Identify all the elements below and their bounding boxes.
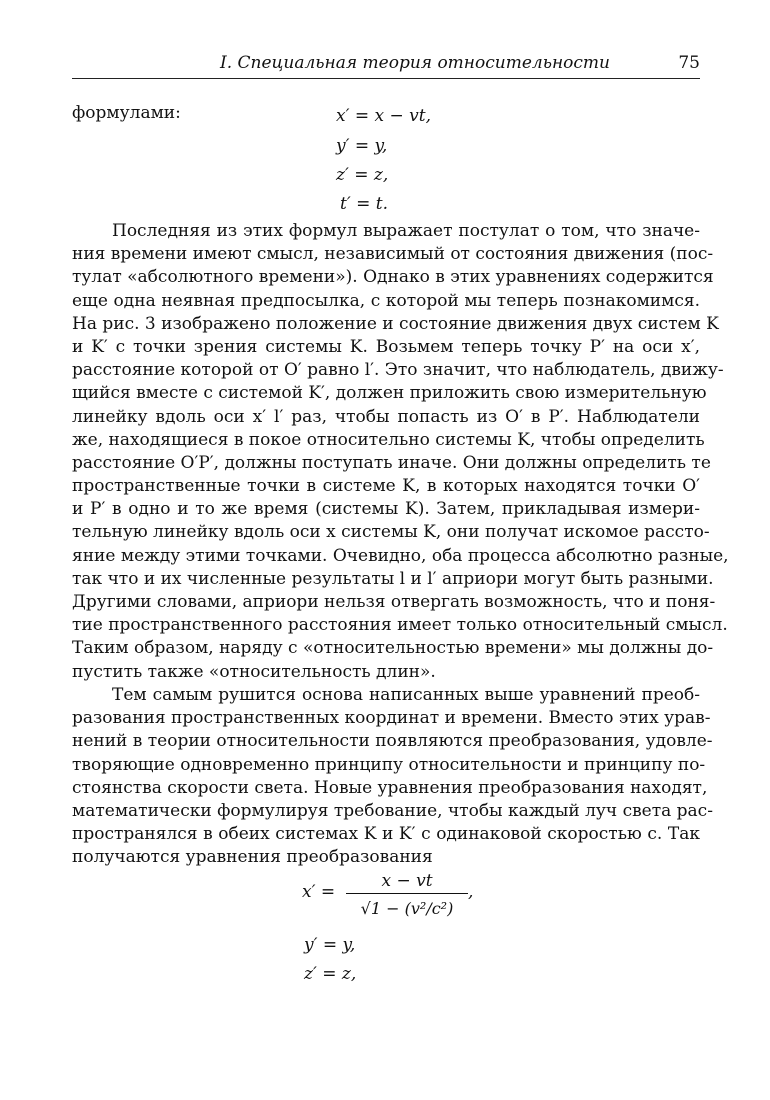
paragraph-line: тельную линейку вдоль оси x системы K, они получат искомое рассто-	[72, 522, 710, 543]
lorentz-x-equation	[302, 870, 482, 930]
paragraph-line: расстояние которой от O′ равно l′. Это значит, что наблюдатель, движу-	[72, 360, 724, 381]
equation-comma: ,	[468, 882, 474, 902]
equation-z-lorentz: z′ = z,	[304, 964, 357, 984]
paragraph-line: расстояние O′P′, должны поступать иначе. Они должны определить те	[72, 452, 711, 473]
paragraph-line: и P′ в одно и то же время (системы K). Затем, прикладывая измери-	[72, 499, 700, 520]
paragraph-line: Таким образом, наряду с «относительностью времени» мы должны до-	[72, 638, 714, 659]
paragraph-line: Другими словами, априори нельзя отвергать возможность, что и поня-	[72, 592, 716, 612]
paragraph-line: творяющие одновременно принципу относительности и принципу по-	[72, 754, 706, 775]
paragraph-line: пустить также «относительность длин».	[72, 661, 436, 682]
equation-y-lorentz: y′ = y,	[304, 935, 356, 955]
paragraph-line: яние между этими точками. Очевидно, оба процесса абсолютно разные,	[72, 545, 729, 566]
paragraph-1	[72, 220, 729, 684]
paragraph-line: еще одна неявная предпосылка, с которой мы теперь познакомимся.	[72, 290, 700, 311]
paragraph-line: щийся вместе с системой K′, должен приложить свою измерительную	[72, 383, 707, 404]
running-header	[72, 52, 700, 79]
paragraph-line: Последняя из этих формул выражает постулат о том, что значе-	[112, 221, 700, 241]
equation-z-galilean: z′ = z,	[336, 165, 389, 185]
paragraph-2	[72, 684, 713, 870]
fraction-denominator: √1 − (v²/c²)	[360, 899, 454, 918]
equation-lhs: x′ =	[302, 882, 336, 902]
equation-x-galilean: x′ = x − vt,	[336, 106, 431, 126]
paragraph-line: На рис. 3 изображено положение и состояние движения двух систем K	[72, 313, 719, 334]
paragraph-line: так что и их численные результаты l и l′ априори могут быть разными.	[72, 568, 714, 589]
fraction	[346, 870, 468, 922]
paragraph-line: нений в теории относительности появляются преобразования, удовле-	[72, 731, 713, 752]
paragraph-line: стоянства скорости света. Новые уравнения преобразования находят,	[72, 777, 708, 798]
paragraph-line: тие пространственного расстояния имеет только относительный смысл.	[72, 615, 728, 636]
paragraph-line: пространственные точки в системе K, в которых находятся точки O′	[72, 476, 700, 497]
equation-y-galilean: y′ = y,	[336, 136, 388, 156]
paragraph-line: тулат «абсолютного времени»). Однако в этих уравнениях содержится	[72, 267, 714, 288]
paragraph-line: же, находящиеся в покое относительно системы K, чтобы определить	[72, 429, 705, 450]
paragraph-line: математически формулируя требование, чтобы каждый луч света рас-	[72, 800, 713, 821]
fraction-bar	[346, 893, 468, 894]
paragraph-line: и K′ с точки зрения системы K. Возьмем теперь точку P′ на оси x′,	[72, 336, 700, 357]
paragraph-line: пространялся в обеих системах K и K′ с одинаковой скоростью c. Так	[72, 824, 700, 845]
paragraph-line: получаются уравнения преобразования	[72, 847, 433, 868]
equation-t-galilean: t′ = t.	[340, 194, 388, 214]
intro-word: формулами:	[72, 103, 181, 123]
paragraph-line: линейку вдоль оси x′ l′ раз, чтобы попасть из O′ в P′. Наблюдатели	[72, 406, 700, 427]
page-number: 75	[678, 53, 700, 73]
paragraph-line: ния времени имеют смысл, независимый от состояния движения (пос-	[72, 244, 714, 265]
paragraph-line: разования пространственных координат и времени. Вместо этих урав-	[72, 708, 711, 729]
paragraph-line: Тем самым рушится основа написанных выше уравнений преоб-	[112, 685, 700, 705]
fraction-numerator: x − vt	[381, 871, 433, 891]
running-title: I. Специальная теория относительности	[219, 53, 610, 73]
